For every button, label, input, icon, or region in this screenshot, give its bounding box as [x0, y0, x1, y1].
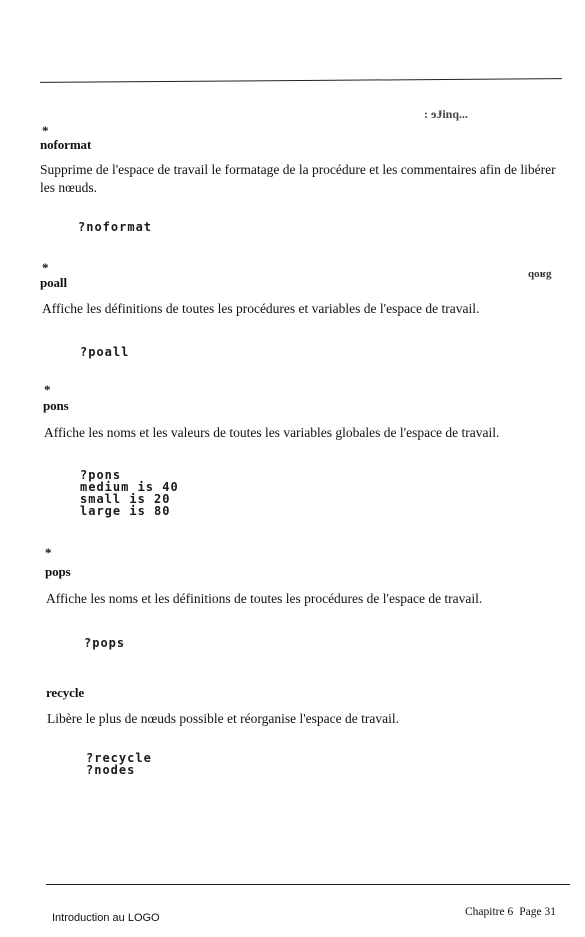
side-bleed-text: qoʁg: [528, 268, 552, 280]
entry-description-recycle: Libère le plus de nœuds possible et réorganise l'espace de travail.: [47, 711, 399, 726]
entry-bullet: *: [42, 260, 49, 275]
footer-page-number: Page 31: [519, 906, 556, 918]
code-block-poall: [80, 346, 129, 358]
code-line: ?nodes: [86, 763, 136, 777]
code-block-pons: [80, 469, 179, 517]
code-line: ?pons: [80, 468, 122, 482]
code-line: ?noformat: [78, 220, 153, 234]
code-line: large is 80: [80, 504, 171, 518]
code-block-pops: [84, 637, 125, 649]
entry-title-pons: pons: [43, 398, 69, 413]
code-line: ?poall: [80, 345, 130, 359]
entry-title-noformat: noformat: [40, 137, 92, 152]
code-line: small is 20: [80, 492, 171, 506]
footer-page-info: [465, 906, 556, 918]
entry-title-recycle: recycle: [46, 685, 85, 700]
code-block-recycle: [86, 752, 152, 776]
entry-description-pons: Affiche les noms et les valeurs de toutes les variables globales de l'espace de travail.: [44, 425, 500, 440]
entry-description-poall: Affiche les définitions de toutes les procédures et variables de l'espace de travail.: [42, 301, 480, 316]
footer-book-title: Introduction au LOGO: [52, 912, 160, 924]
entry-description-pops: Affiche les noms et les définitions de toutes les procédures de l'espace de travail.: [46, 591, 483, 606]
code-line: ?recycle: [86, 751, 152, 765]
code-line: ?pops: [84, 636, 126, 650]
entry-title-poall: poall: [40, 275, 67, 290]
entry-bullet: *: [45, 545, 52, 560]
footer-rule: [46, 884, 570, 885]
footer-chapter: Chapitre 6: [465, 906, 514, 918]
entry-bullet: *: [42, 123, 49, 138]
header-rule: [40, 78, 562, 83]
entry-description-noformat: Supprime de l'espace de travail le formatage de la procédure et les commentaires afin de libérer les nœuds.: [40, 162, 556, 195]
header-bleed-text: : ɘɈinq...: [424, 107, 469, 121]
entry-bullet: *: [44, 382, 51, 397]
code-block-noformat: [78, 221, 152, 233]
code-line: medium is 40: [80, 480, 179, 494]
entry-title-pops: pops: [45, 564, 71, 579]
